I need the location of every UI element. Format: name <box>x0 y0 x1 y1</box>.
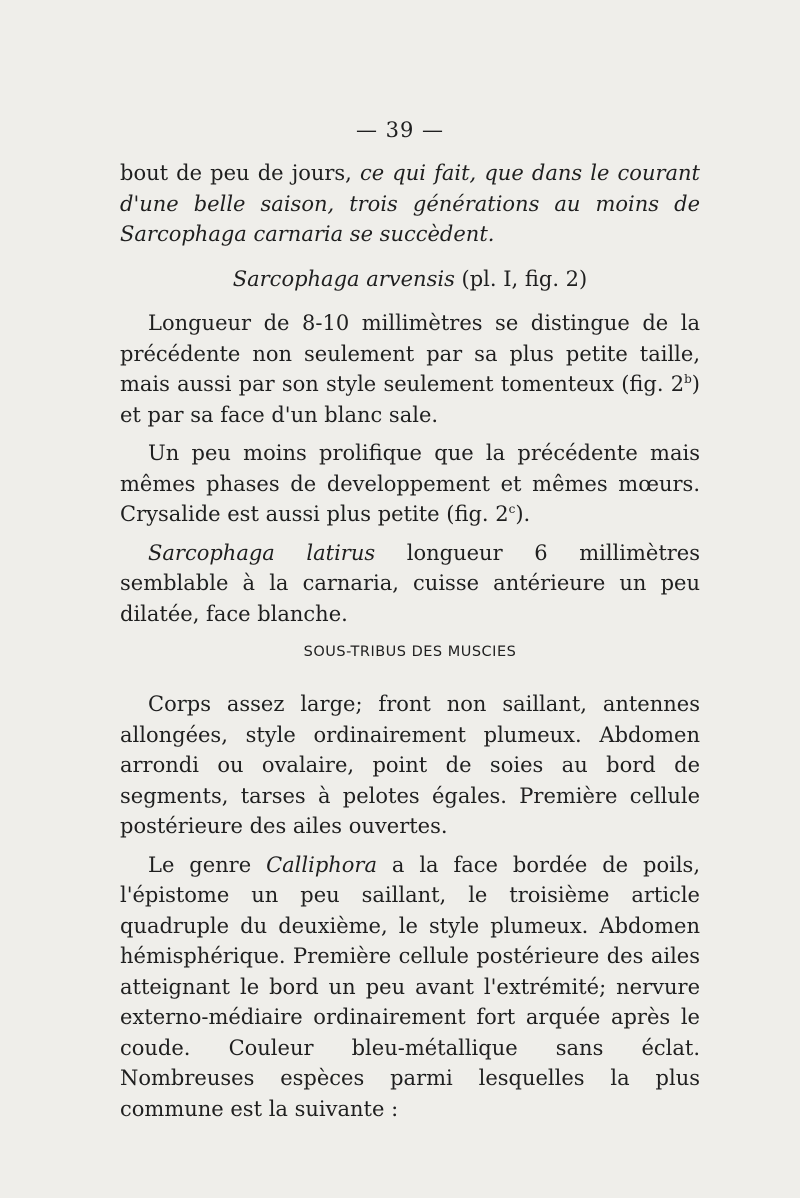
para3-sup: c <box>508 502 516 516</box>
species-heading-arvensis <box>120 264 700 295</box>
section-heading-muscies: SOUS-TRIBUS DES MUSCIES <box>303 644 517 660</box>
paragraph-calliphora <box>120 850 700 1125</box>
para2-sup: b <box>684 372 692 386</box>
page-number: — 39 — <box>355 118 445 142</box>
paragraph-latirus <box>120 538 700 630</box>
genus-name-calliphora: Calliphora <box>266 852 377 877</box>
para6-start: Le genre <box>148 852 267 877</box>
para3-text2: ). <box>515 502 531 526</box>
body-text <box>120 158 700 1124</box>
para2-text1: Longueur de 8-10 millimètres se distingue de la précédente non seulement par sa plus petite taille, mais aussi par son style seulement tomenteux (fig. 2 <box>120 311 700 396</box>
para1-italic: ce qui fait, que dans le courant d'une belle saison, trois générations au moins de Sarcophaga carnaria se succèdent. <box>120 161 700 246</box>
para1-start: bout de peu de jours, <box>120 161 360 185</box>
paragraph-arvensis-description <box>120 308 700 430</box>
para6-rest: a la face bordée de poils, l'épistome un peu saillant, le troisième article quadruple du deuxième, le style plumeux. Abdomen hémisphérique. Première cellule postérieure des ailes atteignant le bord un peu avant l'extrémité; nervure externo-médiaire ordinairement fort arquée après le coude. Couleur bleu-métallique sans éclat. Nombreuses espèces parmi lesquelles la plus commune est la suivante : <box>120 852 700 1121</box>
paragraph-continuation <box>120 158 700 250</box>
plate-reference: (pl. I, fig. 2) <box>454 266 588 291</box>
para2-text2: ) et par sa face d'un blanc sale. <box>120 372 700 427</box>
paragraph-muscies-description: Corps assez large; front non saillant, antennes allongées, style ordinairement plumeux. Abdomen arrondi ou ovalaire, point de soies au bord de segments, tarses à pelotes égales. Première cellule postérieure des ailes ouvertes. <box>120 692 700 838</box>
para4-rest: longueur 6 millimètres semblable à la carnaria, cuisse antérieure un peu dilatée, face blanche. <box>120 540 700 626</box>
species-name: Sarcophaga arvensis <box>232 266 455 291</box>
para3-text1: Un peu moins prolifique que la précédente mais mêmes phases de developpement et mêmes mœurs. Crysalide est aussi plus petite (fig. 2 <box>120 441 700 526</box>
species-name-latirus: Sarcophaga latirus <box>148 540 376 565</box>
paragraph-arvensis-habits <box>120 438 700 530</box>
